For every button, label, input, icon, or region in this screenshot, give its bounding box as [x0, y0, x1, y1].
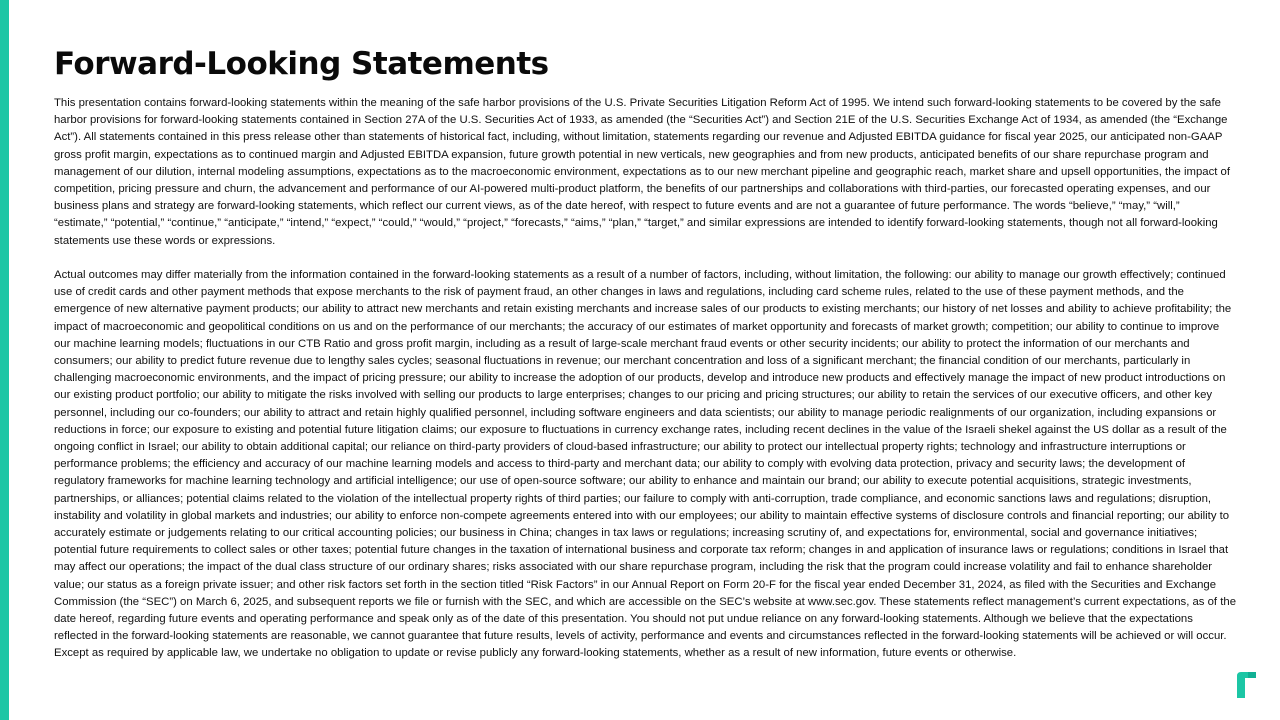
disclaimer-paragraph-risk-factors: Actual outcomes may differ materially from the information contained in the forward-looking statements as a result of a number of factors, including, without limitation, the following: our ability to manage our growth effectively; continued use of credit cards and other payment methods that expose merchants to the risk of payment fraud, an other changes in laws and regulations, including card scheme rules, related to the use of these payment methods, and the emergence of new alternative payment products; our ability to attract new merchants and retain existing merchants and increase sales of our products to existing merchants; our history of net losses and ability to achieve profitability; the impact of macroeconomic and geopolitical conditions on us and on the performance of our merchants; the accuracy of our estimates of market opportunity and forecasts of market growth; competition; our ability to continue to improve our machine learning models; fluctuations in our CTB Ratio and gross profit margin, including as a result of large-scale merchant fraud events or other security incidents; our ability to protect the information of our merchants and consumers; our ability to predict future revenue due to lengthy sales cycles; seasonal fluctuations in revenue; our merchant concentration and loss of a significant merchant; the financial condition of our merchants, particularly in challenging macroeconomic environments, and the impact of pricing pressure; our ability to increase the adoption of our products, develop and introduce new products and effectively manage the impact of new product introductions on our existing product portfolio; our ability to mitigate the risks involved with selling our products to large enterprises; changes to our pricing and pricing structures; our ability to retain the services of our executive officers, and other key personnel, including our co-founders; our ability to attract and retain highly qualified personnel, including software engineers and data scientists; our ability to manage periodic realignments of our organization, including expansions or reductions in force; our exposure to existing and potential future litigation claims; our exposure to fluctuations in currency exchange rates, including recent declines in the value of the Israeli shekel against the US dollar as a result of the ongoing conflict in Israel; our ability to obtain additional capital; our reliance on third-party providers of cloud-based infrastructure; our ability to protect our intellectual property rights; technology and infrastructure interruptions or performance problems; the efficiency and accuracy of our machine learning models and access to third-party and merchant data; our ability to comply with evolving data protection, privacy and security laws; the development of regulatory frameworks for machine learning technology and artificial intelligence; our use of open-source software; our ability to enhance and maintain our brand; our ability to execute potential acquisitions, strategic investments, partnerships, or alliances; potential claims related to the violation of the intellectual property rights of third parties; our failure to comply with anti-corruption, trade compliance, and economic sanctions laws and regulations; disruption, instability and volatility in global markets and industries; our ability to enforce non-compete agreements entered into with our employees; our ability to maintain effective systems of disclosure controls and financial reporting; our ability to accurately estimate or judgements relating to our critical accounting policies; our business in China; changes in tax laws or regulations; increasing scrutiny of, and expectations for, environmental, social and governance initiatives; potential future requirements to collect sales or other taxes; potential future changes in the taxation of international business and corporate tax reform; changes in and application of insurance laws or regulations; conditions in Israel that may affect our operations; the impact of the dual class structure of our ordinary shares; risks associated with our share repurchase program, including the risk that the program could increase volatility and fail to enhance shareholder value; our status as a foreign private issuer; and other risk factors set forth in the section titled “Risk Factors” in our Annual Report on Form 20-F for the fiscal year ended December 31, 2024, as filed with the Securities and Exchange Commission (the “SEC”) on March 6, 2025, and subsequent reports we file or furnish with the SEC, and which are accessible on the SEC’s website at www.sec.gov. These statements reflect management’s current expectations, as of the date hereof, regarding future events and operating performance and speak only as of the date of this presentation. You should not put undue reliance on any forward-looking statements. Although we believe that the expectations reflected in the forward-looking statements are reasonable, we cannot guarantee that future results, levels of activity, performance and events and circumstances reflected in the forward-looking statements will be achieved or will occur. Except as required by applicable law, we undertake no obligation to update or revise publicly any forward-looking statements, whether as a result of new information, future events or otherwise.	[54, 269, 1237, 660]
disclaimer-body	[54, 95, 1236, 663]
brand-logo-icon	[1234, 668, 1258, 700]
accent-bar	[0, 0, 9, 720]
slide-title: Forward-Looking Statements	[54, 46, 549, 82]
disclaimer-paragraph-intro: This presentation contains forward-looking statements within the meaning of the safe harbor provisions of the U.S. Private Securities Litigation Reform Act of 1995. We intend such forward-looking statements to be covered by the safe harbor provisions for forward-looking statements contained in Section 27A of the U.S. Securities Act of 1933, as amended (the “Securities Act”) and Section 21E of the U.S. Securities Exchange Act of 1934, as amended (the “Exchange Act”). All statements contained in this press release other than statements of historical fact, including, without limitation, statements regarding our revenue and Adjusted EBITDA guidance for fiscal year 2025, our anticipated non-GAAP gross profit margin, expectations as to continued margin and Adjusted EBITDA expansion, future growth potential in new verticals, new geographies and from new products, anticipated benefits of our share repurchase program and management of our dilution, internal modeling assumptions, expectations as to the macroeconomic environment, expectations as to our new merchant pipeline and geographic reach, market share and upsell opportunities, the impact of competition, pricing pressure and churn, the advancement and performance of our AI-powered multi-product platform, the benefits of our partnerships and collaborations with third-parties, our forecasted operating expenses, and our business plans and strategy are forward-looking statements, which reflect our current views, as of the date hereof, with respect to future events and are not a guarantee of future performance. The words “believe,” “may,” “will,” “estimate,” “potential,” “continue,” “anticipate,” “intend,” “expect,” “could,” “would,” “project,” “forecasts,” “aims,” “plan,” “target,” and similar expressions are intended to identify forward-looking statements, though not all forward-looking statements use these words or expressions.	[54, 97, 1231, 247]
